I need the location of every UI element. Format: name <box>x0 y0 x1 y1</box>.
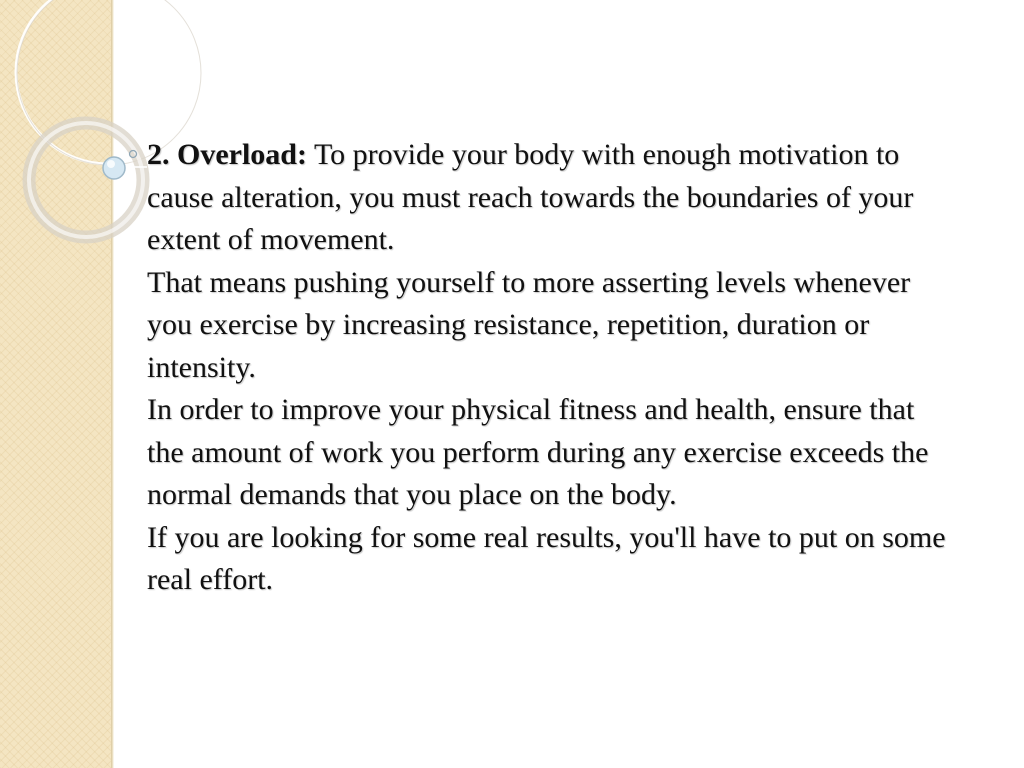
first-paragraph <box>147 134 947 262</box>
intro-text: To provide your body with enough motivation to cause alteration, you must reach towards the boundaries of your extent of movement. <box>147 138 914 256</box>
paragraph-improve-fitness: In order to improve your physical fitness and health, ensure that the amount of work you perform during any exercise exceeds the normal demands that you place on the body. <box>147 393 929 511</box>
paragraph-real-results: If you are looking for some real results, you'll have to put on some real effort. <box>147 520 946 596</box>
small-decorative-ring-highlight <box>29 123 143 237</box>
paragraph-pushing-yourself: That means pushing yourself to more asserting levels whenever you exercise by increasing resistance, repetition, duration or intensity. <box>147 265 911 384</box>
bullet-orb-shine <box>107 160 115 168</box>
slide-heading: 2. Overload: <box>147 138 307 171</box>
slide-body <box>147 134 947 602</box>
bullet-orb <box>103 157 125 179</box>
